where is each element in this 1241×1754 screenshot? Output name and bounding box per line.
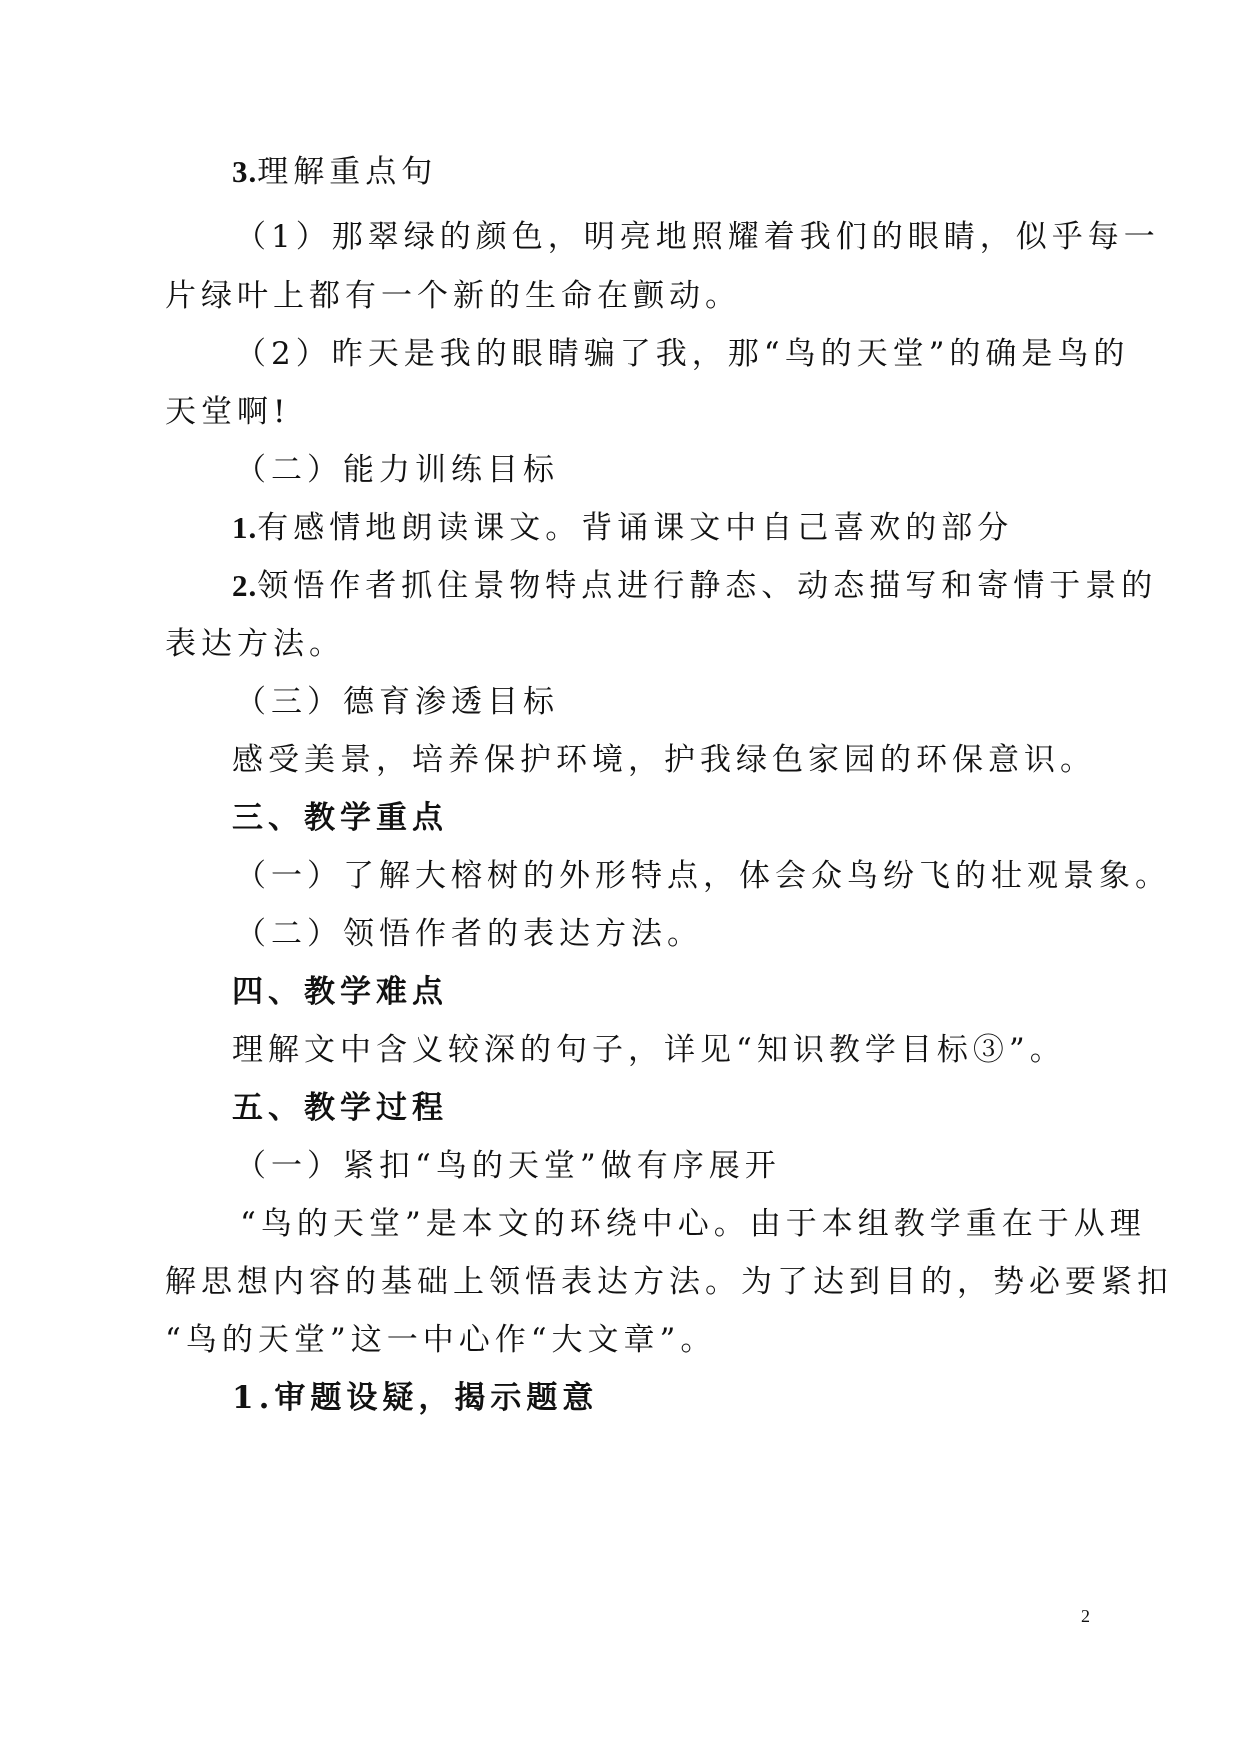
text-line: （二）能力训练目标 — [235, 452, 559, 488]
text-line: （1）那翠绿的颜色，明亮地照耀着我们的眼睛，似乎每一 — [235, 219, 1160, 255]
paragraph-sentence-2-cont — [0, 388, 1241, 436]
key-point-1 — [0, 852, 1241, 900]
heading-text: 理解重点句 — [257, 154, 438, 190]
subheading-step-1 — [0, 1374, 1241, 1422]
list-item-2 — [0, 562, 1241, 610]
heading-ability-goals — [0, 446, 1241, 494]
item-number: 1. — [232, 510, 258, 545]
text-line: “鸟的天堂”是本文的环绕中心。由于本组教学重在于从理 — [240, 1206, 1146, 1242]
text-line: 感受美景，培养保护环境，护我绿色家园的环保意识。 — [232, 742, 1096, 778]
section-heading-key-points — [0, 794, 1241, 842]
item-number: 3. — [232, 154, 258, 189]
paragraph-difficulty — [0, 1026, 1241, 1074]
list-item-2-cont — [0, 620, 1241, 668]
text-line: （二）领悟作者的表达方法。 — [235, 916, 703, 952]
text-line: （2）昨天是我的眼睛骗了我，那“鸟的天堂”的确是鸟的 — [235, 336, 1130, 372]
text-line: 理解文中含义较深的句子，详见“知识教学目标③”。 — [232, 1032, 1066, 1068]
text-line: （一）了解大榕树的外形特点，体会众鸟纷飞的壮观景象。 — [235, 858, 1171, 894]
paragraph-process-1 — [0, 1200, 1241, 1248]
paragraph-moral-goal — [0, 736, 1241, 784]
item-number: 2. — [232, 568, 258, 603]
heading-moral-goals — [0, 678, 1241, 726]
text-line: 解思想内容的基础上领悟表达方法。为了达到目的，势必要紧扣 — [165, 1264, 1173, 1300]
heading-process-part-1 — [0, 1142, 1241, 1190]
paragraph-process-1-cont2 — [0, 1316, 1241, 1364]
text-line: 四、教学难点 — [232, 974, 448, 1010]
text-line: （一）紧扣“鸟的天堂”做有序展开 — [235, 1148, 781, 1184]
key-point-2 — [0, 910, 1241, 958]
paragraph-process-1-cont — [0, 1258, 1241, 1306]
text-line: 片绿叶上都有一个新的生命在颤动。 — [165, 278, 741, 314]
section-heading-difficulties — [0, 968, 1241, 1016]
page-number: 2 — [1081, 1606, 1090, 1626]
text-line: 五、教学过程 — [232, 1090, 448, 1126]
text-line: 有感情地朗读课文。背诵课文中自己喜欢的部分 — [257, 510, 1014, 546]
paragraph-sentence-1-cont — [0, 272, 1241, 320]
heading-key-sentences — [0, 148, 1241, 196]
text-line: 三、教学重点 — [232, 800, 448, 836]
section-heading-process — [0, 1084, 1241, 1132]
text-line: 天堂啊! — [165, 394, 291, 430]
text-line: 领悟作者抓住景物特点进行静态、动态描写和寄情于景的 — [257, 568, 1158, 604]
text-line: “鸟的天堂”这一中心作“大文章”。 — [165, 1322, 717, 1358]
text-line: （三）德育渗透目标 — [235, 684, 559, 720]
text-line: 1.审题设疑，揭示题意 — [232, 1380, 599, 1416]
text-line: 表达方法。 — [165, 626, 345, 662]
paragraph-sentence-2 — [0, 330, 1241, 378]
list-item-1 — [0, 504, 1241, 552]
paragraph-sentence-1 — [0, 213, 1241, 261]
